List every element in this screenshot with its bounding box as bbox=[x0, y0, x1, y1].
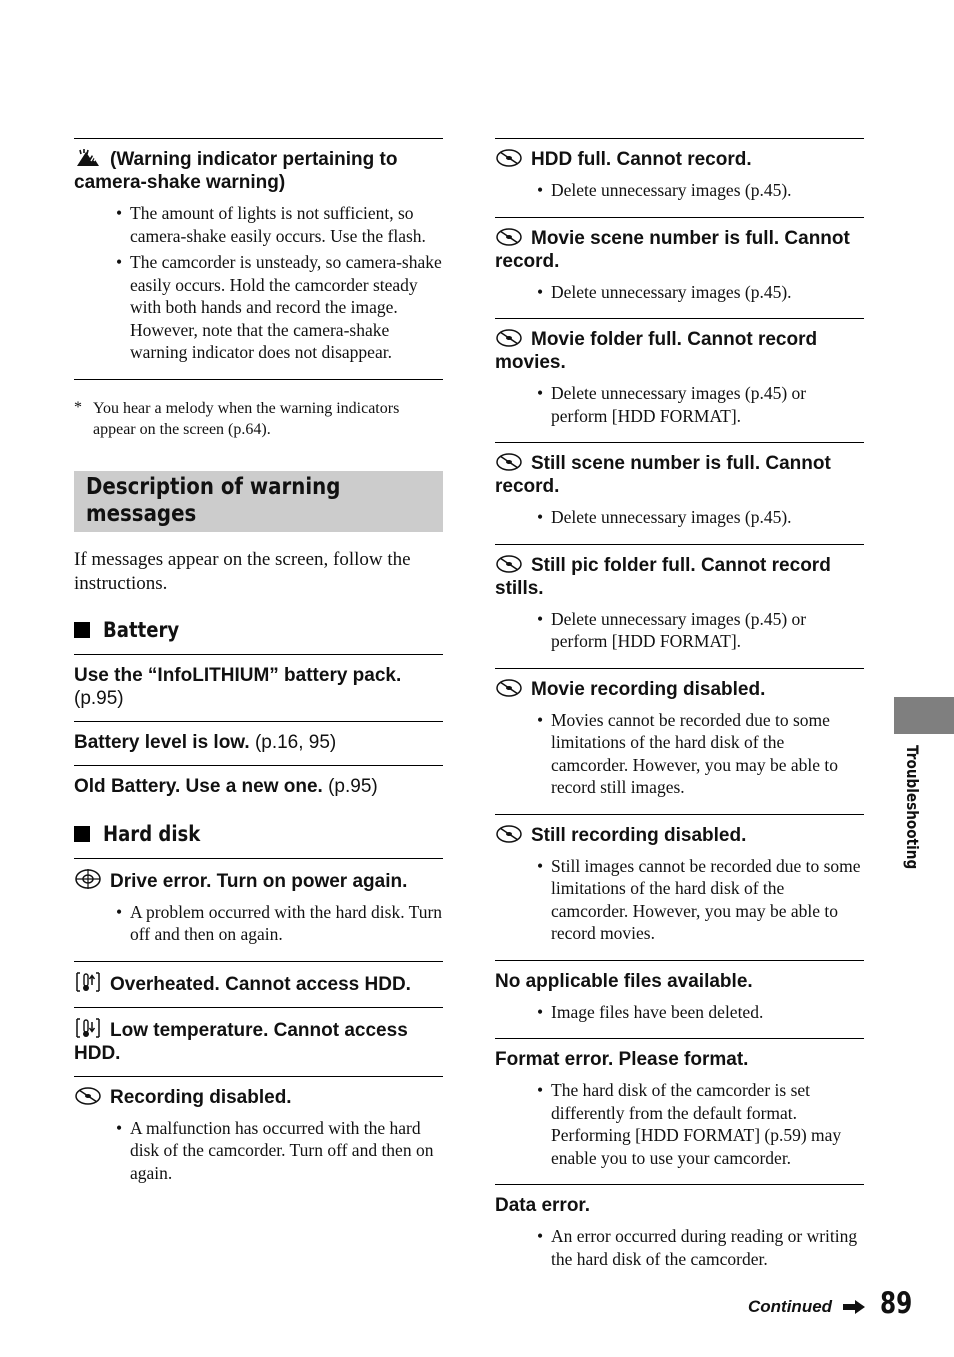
battery-heading: Battery bbox=[74, 618, 443, 642]
page-number: 89 bbox=[880, 1286, 913, 1320]
data-error-entry: Data error. • An error occurred during reading or writing the hard disk of the camcorder. bbox=[495, 1184, 864, 1285]
intro-text: If messages appear on the screen, follow the instructions. bbox=[74, 548, 411, 594]
list-item: • Still images cannot be recorded due to some limitations of the hard disk of the camcorder. However, you may be able to record movies. bbox=[495, 855, 864, 945]
hdd-full-entry: HDD full. Cannot record. • Delete unnecessary images (p.45). bbox=[495, 138, 864, 217]
footnote-text: You hear a melody when the warning indicators appear on the screen (p.64). bbox=[93, 399, 400, 438]
still-recording-disabled-entry: Still recording disabled. • Still images cannot be recorded due to some limitations of the hard disk of the camcorder. However, you may be able to record movies. bbox=[495, 814, 864, 960]
battery-entry: Use the “InfoLITHIUM” battery pack. (p.95) bbox=[74, 654, 443, 721]
battery-entry: Battery level is low. (p.16, 95) bbox=[74, 721, 443, 765]
list-item: • The amount of lights is not sufficient, so camera-shake easily occurs. Use the flash. bbox=[74, 202, 443, 247]
drive-error-entry: Drive error. Turn on power again. • A problem occurred with the hard disk. Turn off and then on again. bbox=[74, 858, 443, 961]
section-title: Description of warning messages bbox=[74, 471, 443, 532]
hard-disk-warning-icon bbox=[74, 1086, 102, 1106]
hard-disk-warning-icon bbox=[495, 148, 523, 168]
battery-entry: Old Battery. Use a new one. (p.95) bbox=[74, 765, 443, 800]
footnote-marker: * bbox=[74, 398, 82, 416]
list-item: • A malfunction has occurred with the hard disk of the camcorder. Turn off and then on again. bbox=[74, 1117, 443, 1185]
continued-label: Continued bbox=[748, 1297, 833, 1316]
list-item: • Delete unnecessary images (p.45) or perform [HDD FORMAT]. bbox=[495, 608, 864, 653]
movie-recording-disabled-entry: Movie recording disabled. • Movies cannot be recorded due to some limitations of the hard disk of the camcorder. However, you may be able to record still images. bbox=[495, 668, 864, 814]
hard-disk-warning-icon bbox=[495, 554, 523, 574]
list-item: • Delete unnecessary images (p.45). bbox=[495, 281, 864, 304]
list-item: • Image files have been deleted. bbox=[495, 1001, 864, 1024]
still-folder-full-entry: Still pic folder full. Cannot record stills. • Delete unnecessary images (p.45) or perform [HDD FORMAT]. bbox=[495, 544, 864, 668]
low-temperature-entry: Low temperature. Cannot access HDD. bbox=[74, 1007, 443, 1076]
movie-scene-full-entry: Movie scene number is full. Cannot record. • Delete unnecessary images (p.45). bbox=[495, 217, 864, 319]
recording-disabled-entry: Recording disabled. • A malfunction has occurred with the hard disk of the camcorder. Turn off and then on again. bbox=[74, 1076, 443, 1200]
hard-disk-warning-icon bbox=[495, 678, 523, 698]
camera-shake-warning-icon bbox=[74, 148, 102, 168]
movie-folder-full-entry: Movie folder full. Cannot record movies. • Delete unnecessary images (p.45) or perform [HDD FORMAT]. bbox=[495, 318, 864, 442]
chapter-label: Troubleshooting bbox=[903, 745, 922, 870]
camera-shake-warning-entry bbox=[74, 138, 443, 380]
format-error-entry: Format error. Please format. • The hard disk of the camcorder is set differently from the default format. Performing [HDD FORMAT] (p.59) may enable you to use your camcorder. bbox=[495, 1038, 864, 1184]
hard-disk-warning-icon bbox=[495, 824, 523, 844]
list-item: • A problem occurred with the hard disk. Turn off and then on again. bbox=[74, 901, 443, 946]
entry-title: (Warning indicator pertaining to camera-shake warning) bbox=[74, 149, 398, 193]
drive-error-icon bbox=[74, 868, 102, 890]
square-bullet-icon bbox=[74, 622, 90, 638]
list-item: • Delete unnecessary images (p.45). bbox=[495, 506, 864, 529]
list-item: • Delete unnecessary images (p.45). bbox=[495, 179, 864, 202]
hard-disk-warning-icon bbox=[495, 452, 523, 472]
list-item: • The hard disk of the camcorder is set differently from the default format. Performing [HDD FORMAT] (p.59) may enable you to use your camcorder. bbox=[495, 1079, 864, 1169]
still-scene-full-entry: Still scene number is full. Cannot record. • Delete unnecessary images (p.45). bbox=[495, 442, 864, 544]
thermometer-icon bbox=[74, 971, 102, 993]
no-files-entry: No applicable files available. • Image files have been deleted. bbox=[495, 960, 864, 1039]
list-item: • An error occurred during reading or writing the hard disk of the camcorder. bbox=[495, 1225, 864, 1270]
footnote bbox=[74, 398, 443, 441]
list-item: • The camcorder is unsteady, so camera-shake easily occurs. Hold the camcorder steady with both hands and record the image. However, note that the camera-shake warning indicator does not disappear. bbox=[74, 251, 443, 364]
hard-disk-heading: Hard disk bbox=[74, 822, 443, 846]
list-item: • Movies cannot be recorded due to some limitations of the hard disk of the camcorder. However, you may be able to record still images. bbox=[495, 709, 864, 799]
bullet-list bbox=[74, 202, 443, 364]
list-item: • Delete unnecessary images (p.45) or perform [HDD FORMAT]. bbox=[495, 382, 864, 427]
thermometer-icon bbox=[74, 1017, 102, 1039]
arrow-right-icon bbox=[842, 1299, 866, 1315]
hard-disk-warning-icon bbox=[495, 227, 523, 247]
square-bullet-icon bbox=[74, 826, 90, 842]
right-column bbox=[495, 138, 864, 1285]
overheated-entry: Overheated. Cannot access HDD. bbox=[74, 961, 443, 1007]
hard-disk-warning-icon bbox=[495, 328, 523, 348]
chapter-tab bbox=[894, 697, 954, 734]
left-column bbox=[74, 138, 443, 1199]
